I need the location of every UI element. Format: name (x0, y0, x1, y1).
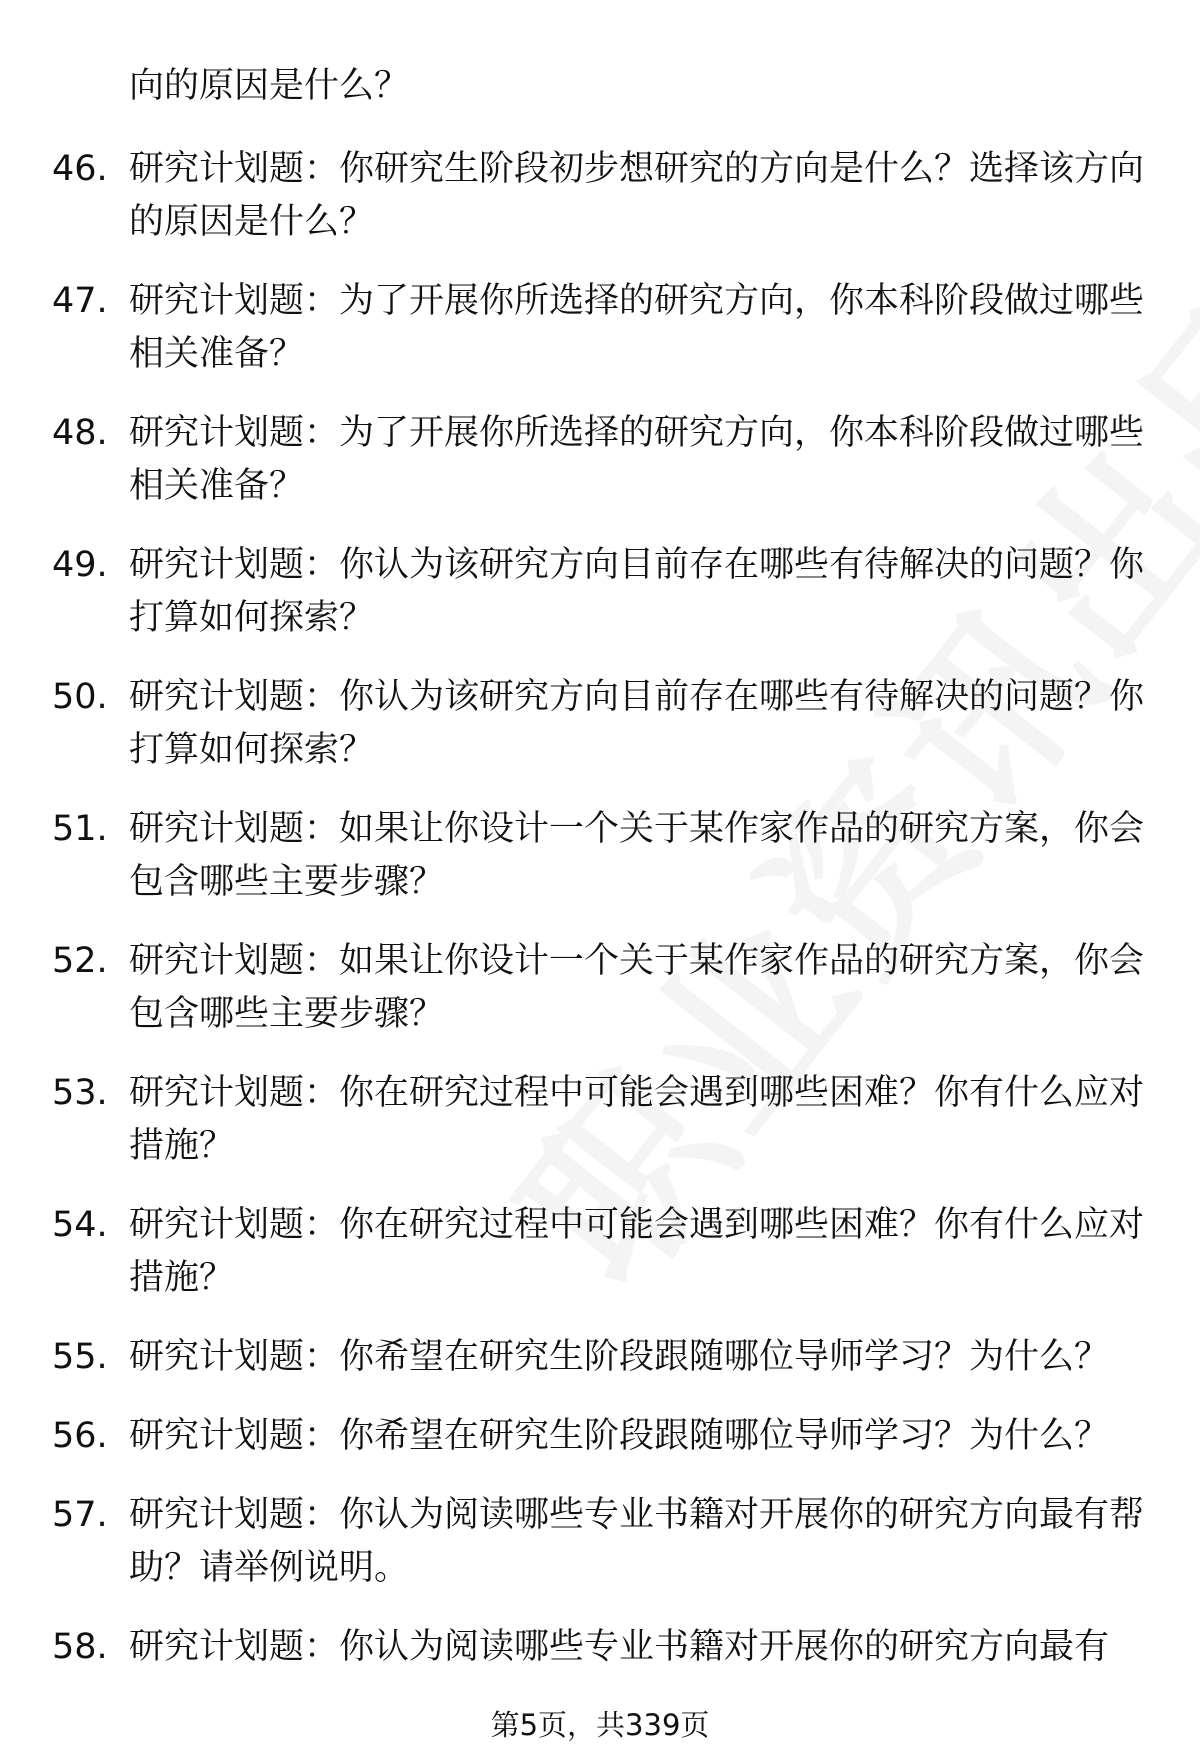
page-footer: 第5页，共339页 (490, 1708, 710, 1742)
question-text: 研究计划题：你在研究过程中可能会遇到哪些困难？你有什么应对措施？ (129, 1205, 1145, 1298)
question-number: 58. (52, 1627, 108, 1667)
question-number: 49. (52, 545, 108, 585)
question-number: 51. (52, 809, 108, 849)
question-number: 47. (52, 281, 108, 321)
question-text: 研究计划题：你认为该研究方向目前存在哪些有待解决的问题？你打算如何探索？ (129, 545, 1145, 638)
question-number: 50. (52, 677, 108, 717)
question-text: 研究计划题：你认为阅读哪些专业书籍对开展你的研究方向最有帮助？请举例说明。 (129, 1495, 1145, 1588)
question-text: 研究计划题：你希望在研究生阶段跟随哪位导师学习？为什么？ (129, 1416, 1110, 1456)
question-text: 研究计划题：你研究生阶段初步想研究的方向是什么？选择该方向的原因是什么？ (129, 149, 1145, 242)
question-number: 55. (52, 1337, 108, 1377)
question-text: 研究计划题：你希望在研究生阶段跟随哪位导师学习？为什么？ (129, 1337, 1110, 1377)
question-text: 研究计划题：如果让你设计一个关于某作家作品的研究方案，你会包含哪些主要步骤？ (129, 941, 1145, 1034)
question-text: 研究计划题：你认为阅读哪些专业书籍对开展你的研究方向最有 (129, 1627, 1110, 1667)
question-text: 研究计划题：你认为该研究方向目前存在哪些有待解决的问题？你打算如何探索？ (129, 677, 1145, 770)
question-text: 研究计划题：如果让你设计一个关于某作家作品的研究方案，你会包含哪些主要步骤？ (129, 809, 1145, 902)
question-number: 54. (52, 1205, 108, 1245)
question-text: 研究计划题：为了开展你所选择的研究方向，你本科阶段做过哪些相关准备？ (129, 281, 1145, 374)
question-text: 研究计划题：为了开展你所选择的研究方向，你本科阶段做过哪些相关准备？ (129, 413, 1145, 506)
question-number: 57. (52, 1495, 108, 1535)
question-number: 48. (52, 413, 108, 453)
question-number: 46. (52, 149, 108, 189)
continued-text: 向的原因是什么？ (129, 66, 410, 106)
question-text: 研究计划题：你在研究过程中可能会遇到哪些困难？你有什么应对措施？ (129, 1073, 1145, 1166)
question-number: 56. (52, 1416, 108, 1456)
question-number: 52. (52, 941, 108, 981)
question-number: 53. (52, 1073, 108, 1113)
